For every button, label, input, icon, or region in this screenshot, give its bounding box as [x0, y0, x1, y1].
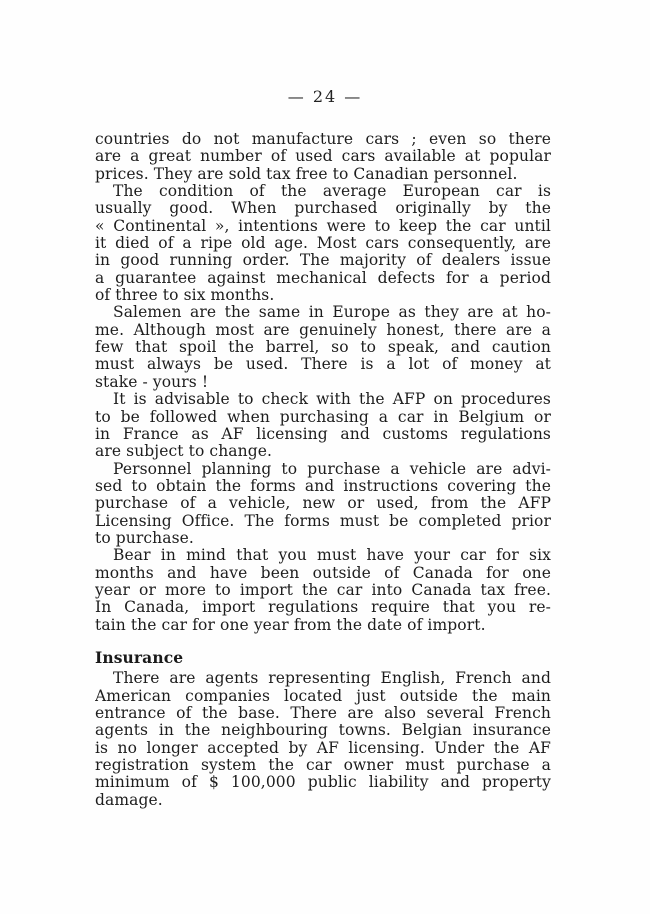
text-line: to be followed when purchasing a car in Belgium or	[95, 408, 551, 426]
text-line: It is advisable to check with the AFP on procedures	[113, 391, 551, 409]
paragraph	[95, 547, 551, 634]
paragraph	[95, 131, 551, 183]
paragraph	[95, 183, 551, 304]
text-line: The condition of the average European car is	[113, 183, 551, 201]
paragraph	[95, 461, 551, 548]
text-line: months and have been outside of Canada for one	[95, 564, 551, 582]
text-line: in France as AF licensing and customs regulations	[95, 425, 551, 443]
text-line: American companies located just outside the main	[95, 687, 551, 705]
text-line: sed to obtain the forms and instructions covering the	[95, 477, 551, 495]
text-line: must always be used. There is a lot of money at	[95, 356, 551, 374]
text-line: are subject to change.	[95, 443, 273, 461]
page-number: — 24 —	[287, 87, 363, 106]
text-line: Salemen are the same in Europe as they are at ho-	[113, 304, 551, 322]
text-line: minimum of $ 100,000 public liability and property	[95, 774, 551, 792]
text-line: a guarantee against mechanical defects for a period	[95, 269, 551, 287]
text-line: year or more to import the car into Canada tax free.	[95, 581, 551, 599]
text-line: to purchase.	[95, 529, 194, 547]
text-line: There are agents representing English, French and	[113, 670, 551, 688]
body-text	[95, 131, 551, 809]
text-line: Licensing Office. The forms must be completed prior	[95, 512, 551, 530]
text-line: usually good. When purchased originally by the	[95, 200, 551, 218]
text-line: « Continental », intentions were to keep the car until	[95, 217, 551, 235]
text-line: Bear in mind that you must have your car for six	[113, 547, 551, 565]
paragraph	[95, 391, 551, 460]
text-line: agents in the neighbouring towns. Belgian insurance	[95, 722, 551, 740]
paragraph	[95, 304, 551, 391]
text-line: entrance of the base. There are also several French	[95, 705, 551, 722]
text-line: stake - yours !	[95, 373, 209, 391]
text-line: purchase of a vehicle, new or used, from the AFP	[95, 495, 551, 513]
text-line: registration system the car owner must purchase a	[95, 757, 551, 775]
text-line: is no longer accepted by AF licensing. Under the AF	[95, 739, 551, 757]
text-line: In Canada, import regulations require that you re-	[95, 599, 551, 617]
text-line: Personnel planning to purchase a vehicle are advi-	[113, 460, 551, 478]
paragraph	[95, 670, 551, 809]
text-line: of three to six months.	[95, 287, 275, 305]
text-line: are a great number of used cars available at popular	[95, 148, 551, 166]
text-line: few that spoil the barrel, so to speak, and caution	[95, 339, 551, 357]
text-line: me. Although most are genuinely honest, there are a	[95, 321, 551, 339]
text-line: it died of a ripe old age. Most cars consequently, are	[95, 235, 551, 253]
text-line: prices. They are sold tax free to Canadian personnel.	[95, 165, 518, 183]
text-line: damage.	[95, 791, 163, 809]
text-line: countries do not manufacture cars ; even so there	[95, 131, 551, 148]
text-line: in good running order. The majority of dealers issue	[95, 252, 551, 270]
text-line: tain the car for one year from the date of import.	[95, 616, 486, 634]
section-heading: Insurance	[95, 647, 184, 667]
